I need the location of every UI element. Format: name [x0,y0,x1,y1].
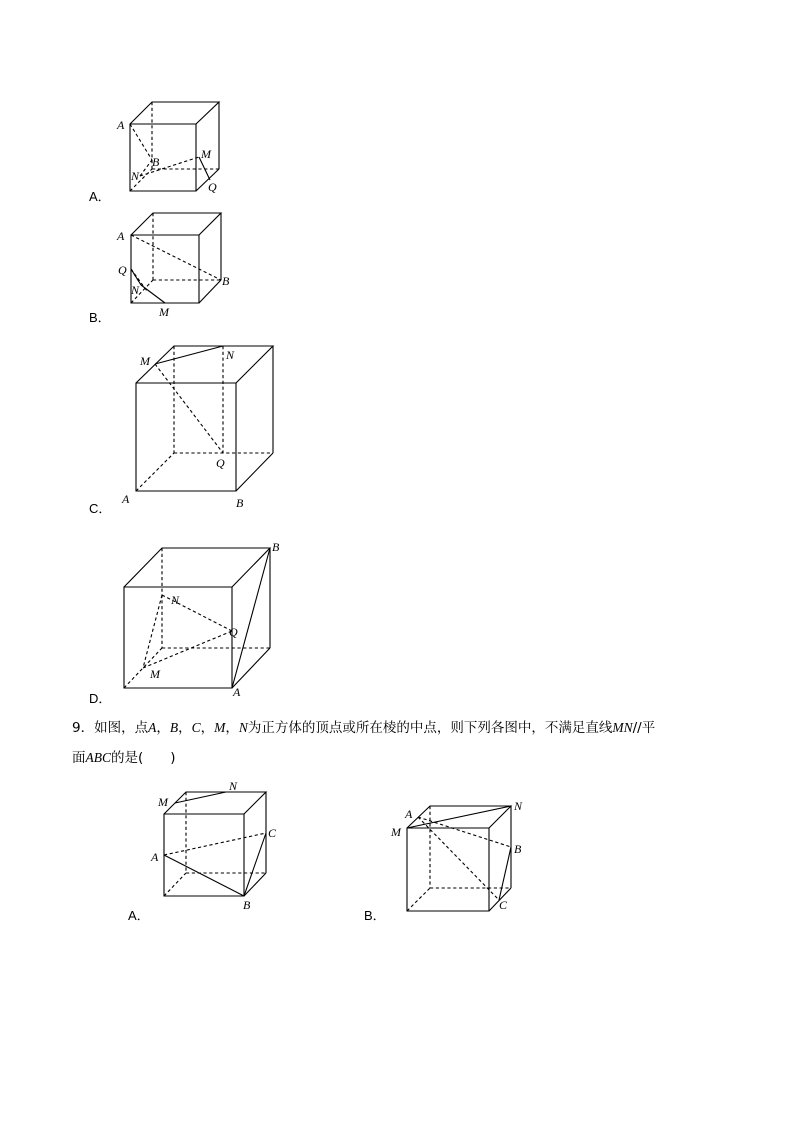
cube-a [130,102,219,191]
q9-option-b-label: B． [364,908,386,923]
option-a-label: A． [89,189,111,204]
var-abc: ABC [85,750,111,765]
label-c: C [499,898,508,912]
question-9-text [72,715,732,771]
question-9-line-2 [72,745,732,771]
question-text-part: 为正方体的顶点或所在棱的中点，则下列各图中，不满足直线 [247,720,613,736]
label-m: M [150,667,160,681]
question-text-part: 的是( ) [111,750,176,766]
label-a: A [117,118,125,132]
label-n: N [131,283,140,297]
label-n: N [229,779,238,793]
label-q: Q [208,180,217,194]
question-9-line-1 [72,715,732,741]
label-m: M [201,147,211,161]
label-m: M [159,305,169,319]
label-a: A [151,850,159,864]
label-b: B [152,155,160,169]
label-n: N [226,348,235,362]
question-text-part: 平 [641,720,656,736]
option-b-label: B． [89,310,111,325]
cube-b [131,213,221,303]
separator: ， [200,720,215,736]
label-n: N [131,169,140,183]
label-q: Q [216,456,225,470]
label-a: A [233,685,241,699]
label-m: M [391,825,401,839]
var-a: A [148,720,157,735]
q9-option-a-label: A． [128,908,150,923]
cube-d [124,548,270,688]
label-n: N [514,799,523,813]
label-c: C [268,826,277,840]
var-n: N [238,720,248,735]
separator: ， [156,720,170,736]
label-n: N [171,593,180,607]
label-q: Q [118,263,127,277]
cube-q9-b [407,806,511,911]
label-a: A [117,229,125,243]
var-b: B [169,720,179,735]
separator: ， [225,720,239,736]
label-q: Q [229,625,238,639]
label-b: B [514,842,522,856]
label-b: B [222,274,230,288]
separator: ， [178,720,192,736]
var-mn: MN [612,720,633,735]
var-m: M [214,720,226,735]
option-d-label: D． [89,691,112,706]
cube-q9-a [164,792,266,896]
option-c-label: C． [89,501,112,516]
label-m: M [158,795,168,809]
parallel-symbol: // [632,720,642,736]
label-b: B [243,898,251,912]
label-a: A [405,807,413,821]
cube-c [136,346,273,491]
var-c: C [191,720,201,735]
label-m: M [140,354,150,368]
label-b: B [236,496,244,510]
question-number: 9． [72,720,95,736]
question-text-part: 面 [72,750,86,766]
question-text-part: 如图，点 [94,720,149,736]
label-a: A [122,492,130,506]
label-b: B [272,540,280,554]
